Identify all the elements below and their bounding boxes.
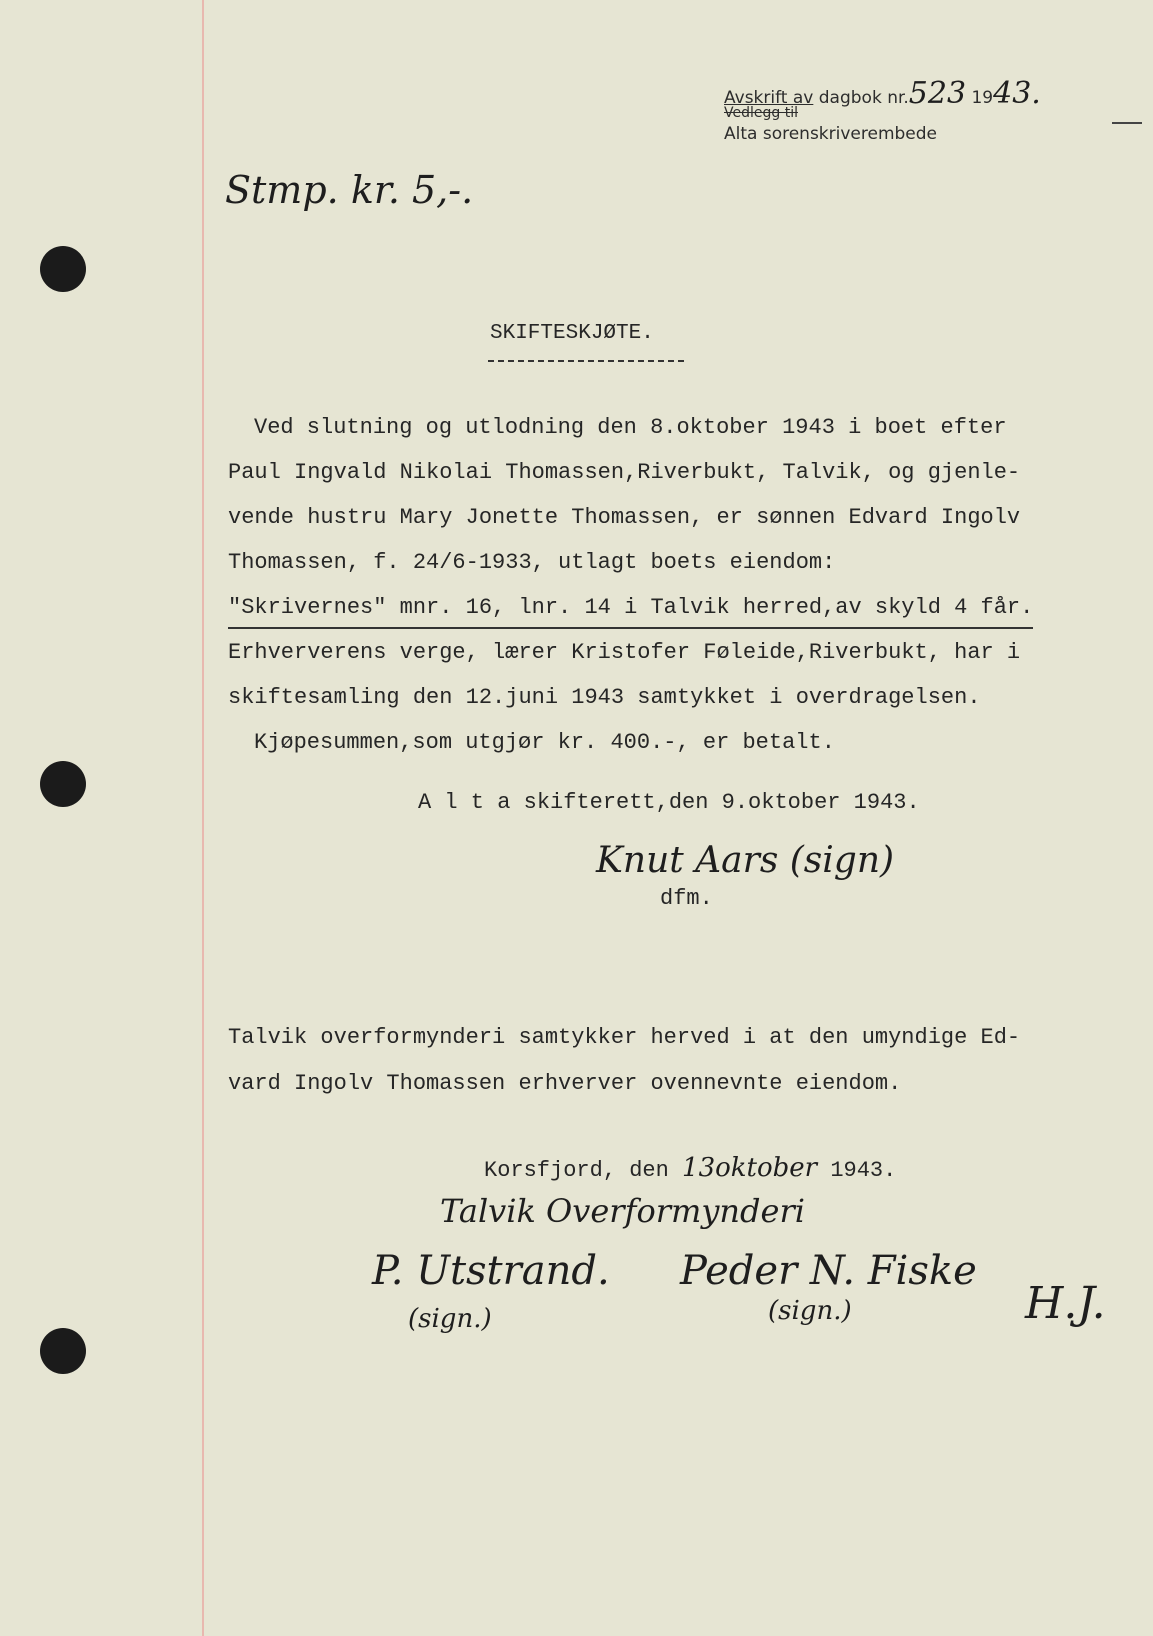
stamp-dagbok-label: dagbok nr.: [818, 88, 909, 108]
initials: H.J.: [1025, 1278, 1106, 1329]
body-line: Kjøpesummen,som utgjør kr. 400.-, er betalt.: [254, 730, 835, 755]
signature-judge: Knut Aars (sign): [596, 840, 895, 881]
body-line: vard Ingolv Thomassen erhverver ovennevnte eiendom.: [228, 1071, 902, 1096]
registry-stamp: [724, 76, 1041, 146]
punch-hole: [40, 761, 86, 807]
body-line: skiftesamling den 12.juni 1943 samtykket i overdragelsen.: [228, 685, 981, 710]
stamp-year-prefix: 19: [971, 88, 994, 108]
fee-note: Stmp. kr. 5,-.: [225, 168, 474, 212]
property-line: "Skrivernes" mnr. 16, lnr. 14 i Talvik herred,av skyld 4 får.: [228, 589, 1033, 629]
signature-utstrand: P. Utstrand.: [372, 1248, 610, 1294]
place-date-year: 1943.: [830, 1158, 897, 1183]
signature-fiske: Peder N. Fiske: [680, 1248, 977, 1294]
signature-organization: Talvik Overformynderi: [440, 1192, 805, 1230]
place-date-guardianship: [484, 1153, 896, 1183]
deed-paragraph: [228, 405, 1033, 765]
stamp-vedlegg-struck: Vedlegg til: [724, 105, 798, 121]
title-underline: [488, 360, 684, 362]
punch-hole: [40, 246, 86, 292]
body-line: Ved slutning og utlodning den 8.oktober 1943 i boet efter: [254, 415, 1007, 440]
margin-line: [202, 0, 204, 1636]
body-line: vende hustru Mary Jonette Thomassen, er sønnen Edvard Ingolv: [228, 505, 1021, 530]
sign-note: (sign.): [408, 1304, 492, 1334]
body-line: Paul Ingvald Nikolai Thomassen,Riverbukt, Talvik, og gjenle-: [228, 460, 1021, 485]
place-date-handwritten: 13oktober: [682, 1153, 818, 1183]
stamp-avskrift: Avskrift av: [724, 88, 814, 108]
edge-mark: [1112, 122, 1142, 124]
body-line: Erhververens verge, lærer Kristofer Føleide,Riverbukt, har i: [228, 640, 1021, 665]
stamp-dagbok-number: 523: [908, 76, 967, 111]
signature-title: dfm.: [660, 886, 713, 911]
sign-note: (sign.): [768, 1296, 852, 1326]
document-title: SKIFTESKJØTE.: [490, 322, 654, 345]
place-date-prefix: Korsfjord, den: [484, 1158, 669, 1183]
body-line: Talvik overformynderi samtykker herved i at den umyndige Ed-: [228, 1025, 1021, 1050]
place-date-court: A l t a skifterett,den 9.oktober 1943.: [418, 790, 920, 815]
stamp-office: Alta sorenskriverembede: [724, 124, 938, 144]
stamp-year: 43.: [993, 76, 1041, 111]
consent-paragraph: [228, 1015, 1020, 1107]
punch-hole: [40, 1328, 86, 1374]
body-line: Thomassen, f. 24/6-1933, utlagt boets eiendom:: [228, 550, 836, 575]
